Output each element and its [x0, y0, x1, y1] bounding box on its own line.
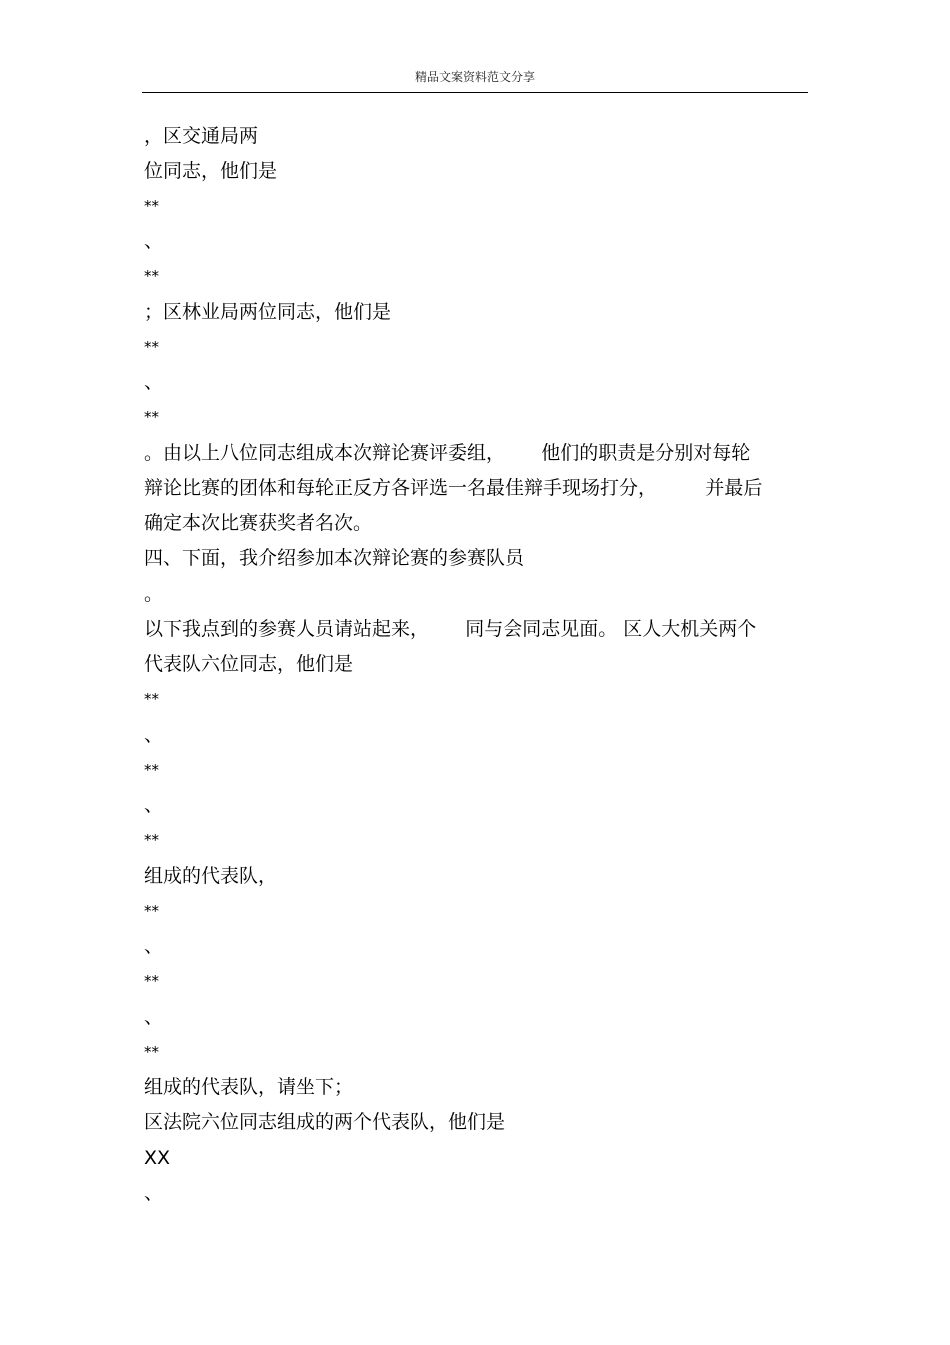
text-line: ** [144, 690, 159, 708]
text-line: ，区交通局两 [144, 125, 259, 147]
text-line: 。 [144, 583, 164, 605]
text-line: ** [144, 761, 159, 779]
text-line: 辩论比赛的团体和每轮正反方各评选一名最佳辩手现场打分， 并最后 [144, 477, 763, 499]
text-line: ** [144, 338, 159, 356]
text-line: 组成的代表队，请坐下； [144, 1076, 354, 1098]
text-line: 位同志，他们是 [144, 160, 278, 182]
text-line: ** [144, 267, 159, 285]
text-line: 、 [144, 371, 164, 393]
text-line: 代表队六位同志，他们是 [144, 653, 354, 675]
text-line: ** [144, 408, 159, 426]
text-line: ** [144, 197, 159, 215]
text-line: 。由以上八位同志组成本次辩论赛评委组， 他们的职责是分别对每轮 [144, 442, 751, 464]
text-line: 区法院六位同志组成的两个代表队，他们是 [144, 1111, 506, 1133]
text-line: 、 [144, 935, 164, 957]
text-line: ** [144, 831, 159, 849]
text-line: 组成的代表队， [144, 865, 278, 887]
text-line: XX [144, 1147, 171, 1169]
text-line: 确定本次比赛获奖者名次。 [144, 512, 373, 534]
text-line: 、 [144, 230, 164, 252]
text-line: ；区林业局两位同志，他们是 [144, 301, 392, 323]
text-line: 、 [144, 1182, 164, 1204]
text-line: 、 [144, 794, 164, 816]
text-line: ** [144, 1043, 159, 1061]
page-header [142, 62, 808, 93]
text-line: ** [144, 902, 159, 920]
text-line: ** [144, 972, 159, 990]
text-line: 、 [144, 1006, 164, 1028]
header-title: 精品文案资料范文分享 [414, 70, 535, 84]
text-line: 四、下面，我介绍参加本次辩论赛的参赛队员 [144, 547, 525, 569]
text-line: 、 [144, 724, 164, 746]
text-line: 以下我点到的参赛人员请站起来， 同与会同志见面。 区人大机关两个 [144, 618, 757, 640]
